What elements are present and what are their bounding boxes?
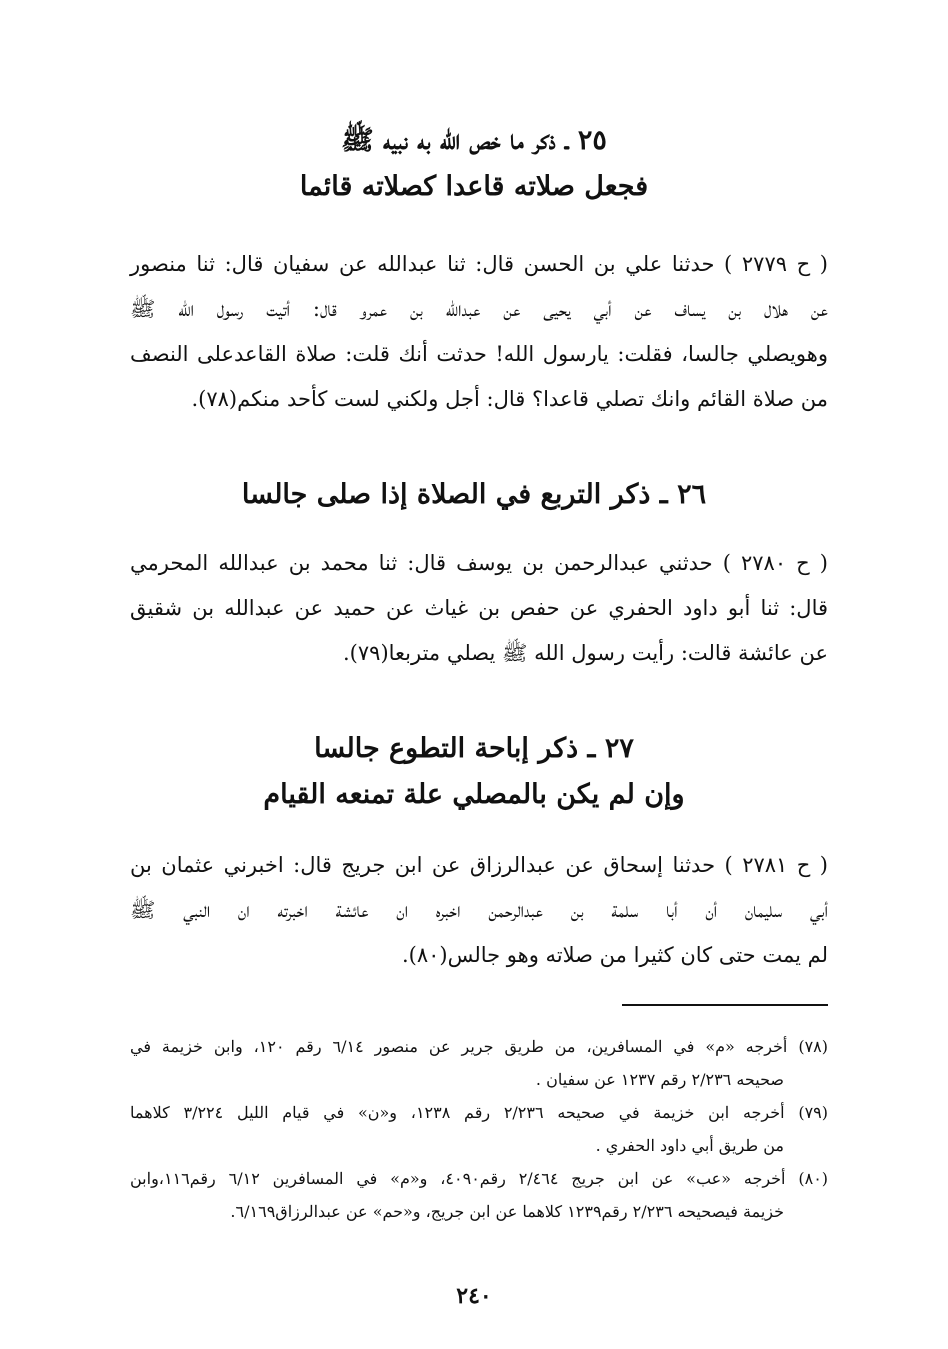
footnote-separator [622,1004,828,1006]
paragraph-line: ( ح ٢٧٨١ ) حدثنا إسحاق عن عبدالرزاق عن ابن جريج قال: اخبرني عثمان بن [130,853,828,877]
footnotes [130,1030,828,1228]
footnote-line: (٧٨) أخرجه «م» في المسافرين، من طريق جرير عن منصور ٦/١٤ رقم ١٢٠، وابن خزيمة في [130,1037,828,1056]
section-25-heading [120,118,828,210]
paragraph-line: أبي سليمان أن أبا سلمة بن عبدالرحمن اخبره ان عائشة اخبرته ان النبي ﷺ [130,898,828,922]
paragraph-line: وهويصلي جالسا، فقلت: يارسول الله! حدثت أنك قلت: صلاة القاعدعلى النصف [130,342,828,366]
hadith-2779 [130,242,828,422]
paragraph-line: عن عائشة قالت: رأيت رسول الله ﷺ يصلي متربعا(٧٩). [343,641,828,665]
paragraph-line: قال: ثنا أبو داود الحفري عن حفص بن غياث عن حميد عن عبدالله بن شقيق [130,596,828,620]
footnote-line: (٧٩) أخرجه ابن خزيمة في صحيحه ٢/٢٣٦ رقم ١٢٣٨، و«ن» في قيام الليل ٣/٢٢٤ كلاهما [130,1103,829,1122]
paragraph-line: ( ح ٢٧٨٠ ) حدثني عبدالرحمن بن يوسف قال: ثنا محمد بن عبدالله المحرمي [130,551,828,575]
footnote-line: صحيحه ٢/٢٣٦ رقم ١٢٣٧ عن سفيان . [535,1070,784,1089]
paragraph-line: لم يمت حتى كان كثيرا من صلاته وهو جالس(٨٠). [401,943,828,967]
paragraph-line: عن هلال بن يساف عن أبي يحيى عن عبدالله بن عمرو قال: أتيت رسول الله ﷺ [130,297,828,321]
footnote-78 [130,1030,828,1096]
section-26-heading [120,472,828,518]
footnote-80 [130,1162,828,1228]
footnote-79 [130,1096,828,1162]
section-27-heading [120,726,828,818]
heading-line: ٢٧ ـ ذكر إباحة التطوع جالسا [314,733,634,764]
heading-line: فجعل صلاته قاعدا كصلاته قائما [299,171,649,202]
footnote-line: من طريق أبي داود الحفري . [595,1136,784,1155]
hadith-2781 [130,843,828,978]
page-number: ٢٤٠ [456,1283,492,1309]
paragraph-line: من صلاة القائم وانك تصلي قاعدا؟ قال: أجل ولكني لست كأحد منكم(٧٨). [191,387,828,411]
heading-line: ٢٦ ـ ذكر التربع في الصلاة إذا صلى جالسا [241,479,707,510]
heading-line: ٢٥ ـ ذكر ما خص الله به نبيه ﷺ [341,125,607,156]
heading-line: وإن لم يكن بالمصلي علة تمنعه القيام [263,779,685,810]
paragraph-line: ( ح ٢٧٧٩ ) حدثنا علي بن الحسن قال: ثنا عبدالله عن سفيان قال: ثنا منصور [130,252,829,276]
hadith-2780 [130,541,828,676]
footnote-line: خزيمة فيصحيحه ٢/٢٣٦ رقم١٢٣٩ كلاهما عن ابن جريج، و«حم» عن عبدالرزاق٦/١٦٩. [230,1202,784,1221]
footnote-line: (٨٠) أخرجه «عب» عن ابن جريج ٢/٤٦٤ رقم٤٠٩٠، و«م» في المسافرين ٦/١٢ رقم١١٦،وابن [130,1169,829,1188]
